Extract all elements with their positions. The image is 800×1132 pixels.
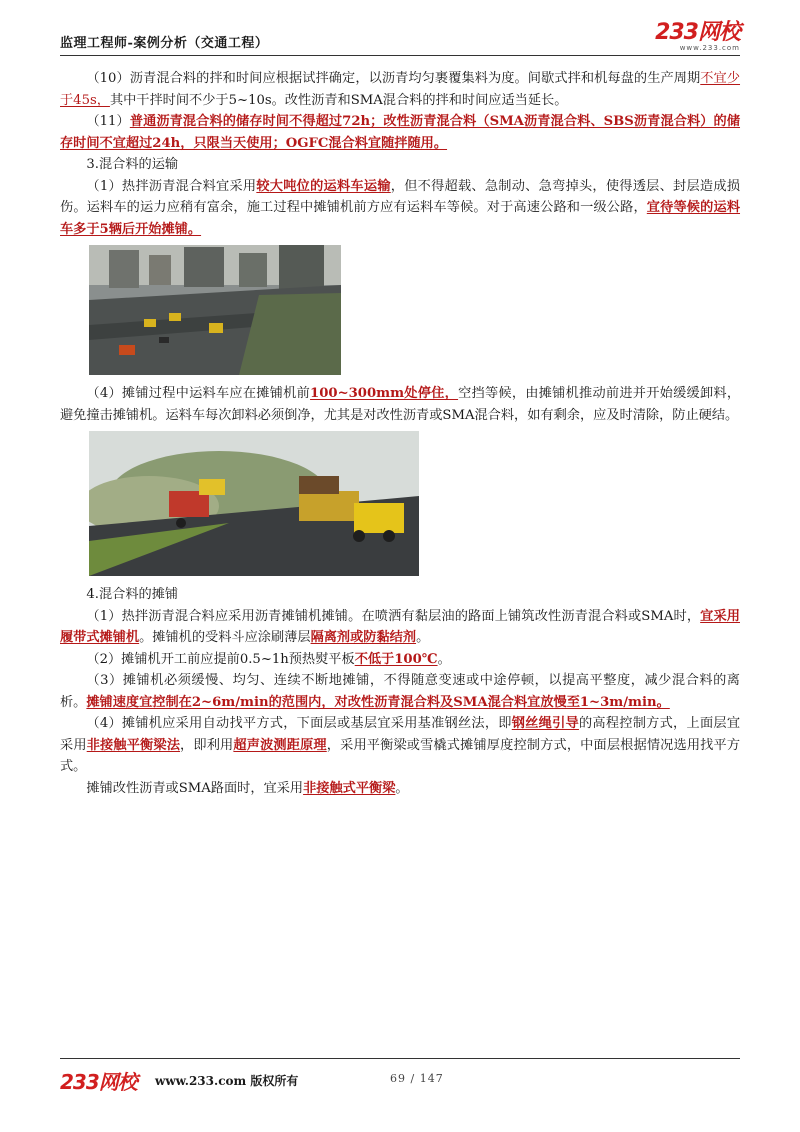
document-title: 监理工程师-案例分析（交通工程） xyxy=(60,36,269,51)
construction-photo-2 xyxy=(89,431,419,576)
header-divider xyxy=(60,55,740,56)
photo-paver-dump-truck xyxy=(89,431,419,576)
body-text: （1）热拌沥青混合料宜采用 xyxy=(86,178,257,194)
page-footer xyxy=(60,1060,740,1094)
body-text: ，采用平衡梁或雪橇式摊铺厚度控制方式，中面层根据情况选用找平方式。 xyxy=(60,737,741,774)
page-header xyxy=(60,22,740,52)
highlighted-text: 非接触式平衡梁 xyxy=(303,780,396,796)
highlighted-text: 非接触平衡梁法 xyxy=(86,737,181,753)
highlighted-text: 钢丝绳引导 xyxy=(511,716,579,731)
paragraph xyxy=(60,606,740,649)
body-text: ，但不得超载、急制动、急弯掉头，使得透层、封层造成损伤。运料车的运力应稍有富余，施工过程中摊铺机前方应有运料车等候。对于高速公路和一级公路， xyxy=(60,178,741,215)
paragraph xyxy=(60,111,740,154)
paragraph xyxy=(60,670,740,713)
logo-url: www.233.com xyxy=(679,44,740,52)
body-text: 。摊铺机的受料斗应涂刷薄层 xyxy=(139,630,311,645)
page-number: 69 / 147 xyxy=(390,1072,444,1085)
body-text: 其中干拌时间不少于5~10s。改性沥青和SMA混合料的拌和时间应适当延长。 xyxy=(109,92,568,108)
logo-text: 233网校 xyxy=(655,20,740,45)
highlighted-text: 普通沥青混合料的储存时间不得超过72h；改性沥青混合料（SMA沥青混合料、SBS沥青混合料）的储存时间不宜超过24h，只限当天使用；OGFC混合料宜随拌随用。 xyxy=(60,114,741,151)
body-text: 的高程控制方式，上面层宜采用 xyxy=(60,716,741,753)
body-text: （2）摊铺机开工前应提前0.5~1h预热熨平板 xyxy=(86,651,355,667)
body-text: （3）摊铺机必须缓慢、均匀、连续不断地摊铺，不得随意变速或中途停顿，以提高平整度，减少混合料的离析。 xyxy=(60,673,740,710)
highlighted-text: 100~300mm处停住， xyxy=(310,386,459,401)
copyright-text: www.233.com 版权所有 xyxy=(155,1074,299,1088)
highlighted-text: 较大吨位的运料车运输 xyxy=(256,178,391,194)
body-text: （10）沥青混合料的拌和时间应根据试拌确定，以沥青均匀裹覆集料为度。间歇式拌和机每盘的生产周期 xyxy=(86,71,701,86)
paragraph xyxy=(60,713,740,778)
body-text: 3.混合料的运输 xyxy=(86,157,179,172)
document-body xyxy=(60,68,740,799)
highlighted-text: 宜采用履带式摊铺机 xyxy=(60,608,740,645)
body-text: 摊铺改性沥青或SMA路面时，宜采用 xyxy=(86,780,304,796)
highlighted-text: 宜待等候的运料车多于5辆后开始摊铺。 xyxy=(60,200,741,237)
highlighted-text: 摊铺速度宜控制在2~6m/min的范围内，对改性沥青混合料及SMA混合料宜放慢至1~3m/min。 xyxy=(86,694,670,710)
footer-logo: 233网校 xyxy=(60,1070,137,1094)
body-text: 4.混合料的摊铺 xyxy=(86,587,179,602)
body-text: 。 xyxy=(437,651,451,667)
paragraph xyxy=(60,778,740,800)
highlighted-text: 隔离剂或防黏结剂 xyxy=(310,630,417,645)
construction-photo-1 xyxy=(89,245,341,375)
body-text: 。 xyxy=(395,780,409,796)
highlighted-text: 超声波测距原理 xyxy=(233,737,327,753)
paragraph xyxy=(60,649,740,671)
body-text: （1）热拌沥青混合料应采用沥青摊铺机摊铺。在喷洒有黏层油的路面上铺筑改性沥青混合料或SMA时， xyxy=(86,608,701,624)
paragraph xyxy=(60,584,740,606)
brand-logo[interactable] xyxy=(655,22,740,52)
footer-divider xyxy=(60,1058,740,1059)
body-text: 空挡等候，由摊铺机推动前进并开始缓缓卸料，避免撞击摊铺机。运料车每次卸料必须倒净，尤其是对改性沥青或SMA混合料，如有剩余，应及时清除，防止硬结。 xyxy=(60,386,741,423)
body-text: （4）摊铺过程中运料车应在摊铺机前 xyxy=(86,386,311,401)
body-text: （11） xyxy=(86,114,130,129)
paragraph xyxy=(60,383,740,426)
highlighted-text: 不低于100℃ xyxy=(354,651,438,667)
body-text: （4）摊铺机应采用自动找平方式，下面层或基层宜采用基准钢丝法，即 xyxy=(86,716,512,731)
highlighted-text: 不宜少于45s， xyxy=(60,71,741,108)
body-text: ，即利用 xyxy=(180,737,234,753)
paragraph xyxy=(60,68,740,111)
photo-haul-trucks-rollers xyxy=(89,245,341,375)
paragraph xyxy=(60,176,740,241)
paragraph xyxy=(60,154,740,176)
body-text: 。 xyxy=(416,630,430,645)
